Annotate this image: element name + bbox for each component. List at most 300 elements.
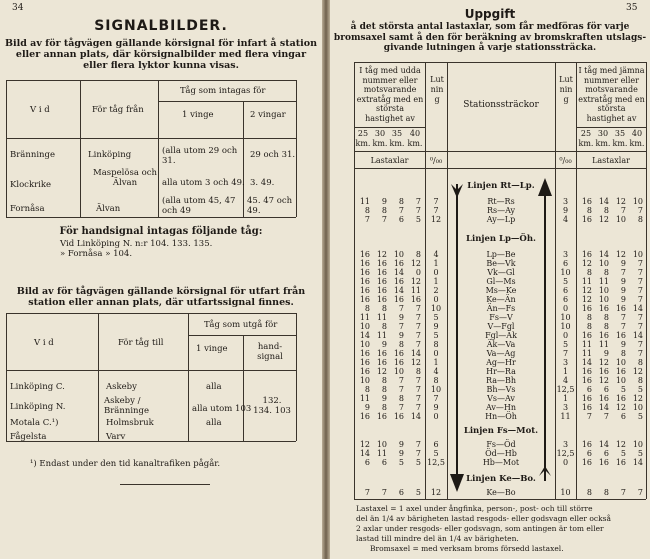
section-title: Linjen Rt—Lp. xyxy=(467,181,535,191)
odd-value: 5 xyxy=(415,215,421,224)
even-value: 16 xyxy=(581,403,592,412)
odd-value: 7 xyxy=(415,304,421,313)
odd-value: 7 xyxy=(415,385,421,394)
even-value: 12 xyxy=(615,440,626,449)
col-header-1vinge: 1 vinge xyxy=(196,344,228,354)
even-value: 10 xyxy=(598,286,609,295)
lutning-odd: 8 xyxy=(433,376,439,385)
station-segment: Gl—Ms xyxy=(486,277,516,286)
odd-value: 16 xyxy=(359,412,370,421)
intro-line: bromsaxel samt å den för beräkning av bromskraften utslags- xyxy=(333,32,647,43)
even-value: 8 xyxy=(637,376,643,385)
even-value: 5 xyxy=(637,412,643,421)
station-segment: Äk—Va xyxy=(486,340,516,349)
lutning-even: 4 xyxy=(562,376,569,385)
odd-value: 10 xyxy=(376,440,387,449)
even-value: 10 xyxy=(632,440,643,449)
lutning-even: 3 xyxy=(562,403,569,412)
odd-value: 5 xyxy=(415,458,421,467)
even-value: 7 xyxy=(637,286,643,295)
odd-value: 12 xyxy=(410,358,421,367)
station-segment: Ke—Bo xyxy=(486,488,516,497)
even-value: 16 xyxy=(615,304,626,313)
even-value: 11 xyxy=(581,277,592,286)
table-cell: 3. 49. xyxy=(250,178,275,188)
even-value: 8 xyxy=(637,358,643,367)
even-value: 16 xyxy=(598,304,609,313)
odd-value: 7 xyxy=(381,215,387,224)
footnote-line: del än 1/4 av bärigheten lastad resgods- eller godsvagn eller också xyxy=(356,514,611,523)
even-value: 16 xyxy=(581,440,592,449)
odd-value: 7 xyxy=(415,449,421,458)
lutning-odd: 7 xyxy=(433,394,439,403)
station-segment: Va—Ag xyxy=(486,349,516,358)
lutning-odd: 9 xyxy=(433,403,439,412)
odd-value: 5 xyxy=(398,458,404,467)
lutning-odd: 1 xyxy=(433,259,439,268)
odd-value: 14 xyxy=(410,412,421,421)
even-value: 12 xyxy=(615,250,626,259)
even-value: 7 xyxy=(620,206,626,215)
odd-value: 12 xyxy=(359,440,370,449)
even-value: 10 xyxy=(615,215,626,224)
even-value: 7 xyxy=(620,268,626,277)
lutning-odd: 10 xyxy=(430,385,442,394)
even-value: 16 xyxy=(615,331,626,340)
even-value: 16 xyxy=(598,331,609,340)
table-row: Linköping N. xyxy=(10,402,66,412)
odd-value: 16 xyxy=(393,259,404,268)
footnote-line: lastad till mindre del än 1/4 av bärigheten. xyxy=(356,534,519,543)
book-gutter xyxy=(322,0,330,559)
odd-value: 16 xyxy=(376,349,387,358)
odd-value: 7 xyxy=(415,394,421,403)
odd-value: 11 xyxy=(376,331,387,340)
lutning-odd: 5 xyxy=(433,449,439,458)
lutning-even: 6 xyxy=(562,259,569,268)
even-value: 7 xyxy=(637,295,643,304)
lutning-even: 10 xyxy=(560,322,571,331)
station-segment: Hr—Ra xyxy=(486,367,516,376)
station-segment: Be—Vk xyxy=(486,259,516,268)
station-segment: Bh—Vs xyxy=(486,385,516,394)
header-lastaxlar: Lastaxlar xyxy=(592,156,630,165)
even-value: 7 xyxy=(620,322,626,331)
odd-value: 7 xyxy=(415,206,421,215)
odd-value: 16 xyxy=(376,277,387,286)
station-segment: Än—Fs xyxy=(486,304,516,313)
even-value: 9 xyxy=(620,340,626,349)
even-value: 8 xyxy=(586,313,592,322)
odd-value: 11 xyxy=(359,313,370,322)
odd-value: 7 xyxy=(398,376,404,385)
station-segment: Ag—Hr xyxy=(486,358,516,367)
station-segment: Hb—Mot xyxy=(482,458,520,467)
even-value: 16 xyxy=(581,304,592,313)
lutning-even: 11 xyxy=(560,412,571,421)
intro-line: givande lutningen å varje stationssträcka. xyxy=(383,43,597,53)
speed-35: 35 km. xyxy=(389,129,405,148)
intro-infart xyxy=(4,38,318,71)
odd-value: 14 xyxy=(410,349,421,358)
lutning-odd: 0 xyxy=(433,349,439,358)
odd-value: 9 xyxy=(398,331,404,340)
lutning-even: 3 xyxy=(562,358,569,367)
header-lutning: Lutning xyxy=(430,75,444,104)
speed-30: 30 km. xyxy=(372,129,388,148)
table-row: Linköping C. xyxy=(10,382,65,392)
odd-value: 14 xyxy=(393,268,404,277)
odd-value: 6 xyxy=(364,458,370,467)
header-even: I tåg med jämna nummer eller motsvarande extratåg med en största hastighet av xyxy=(578,66,645,123)
even-value: 16 xyxy=(581,331,592,340)
odd-value: 8 xyxy=(398,197,404,206)
odd-value: 7 xyxy=(415,376,421,385)
odd-value: 7 xyxy=(364,488,370,497)
even-value: 10 xyxy=(632,403,643,412)
odd-value: 12 xyxy=(376,367,387,376)
odd-value: 8 xyxy=(381,322,387,331)
even-value: 12 xyxy=(598,358,609,367)
odd-value: 9 xyxy=(398,449,404,458)
odd-value: 8 xyxy=(381,376,387,385)
lutning-odd: 7 xyxy=(433,206,439,215)
even-value: 7 xyxy=(637,322,643,331)
even-value: 16 xyxy=(598,367,609,376)
footnote-line: Bromsaxel = med verksam broms försedd lastaxel. xyxy=(370,544,564,553)
even-value: 16 xyxy=(581,458,592,467)
even-value: 8 xyxy=(603,313,609,322)
odd-value: 8 xyxy=(415,250,421,259)
table-cell: 29 och 31. xyxy=(250,150,296,160)
even-value: 12 xyxy=(581,295,592,304)
even-value: 14 xyxy=(598,403,609,412)
footnote-line: Lastaxel = 1 axel under ångfinka, person-, post- och till större xyxy=(356,504,593,513)
odd-value: 9 xyxy=(381,340,387,349)
odd-value: 6 xyxy=(381,458,387,467)
header-odd: I tåg med udda nummer eller motsvarande extratåg med en största hastighet av xyxy=(356,66,424,123)
odd-value: 7 xyxy=(415,440,421,449)
odd-value: 10 xyxy=(359,340,370,349)
even-value: 10 xyxy=(598,295,609,304)
even-value: 8 xyxy=(586,322,592,331)
speed-30: 30 km. xyxy=(595,129,611,148)
intro-line: eller annan plats, där körsignalbilder med flera vingar xyxy=(15,49,307,60)
lutning-even: 10 xyxy=(560,268,571,277)
even-value: 7 xyxy=(637,349,643,358)
odd-value: 16 xyxy=(359,295,370,304)
odd-value: 7 xyxy=(381,488,387,497)
lutning-odd: 12 xyxy=(430,215,442,224)
even-value: 12 xyxy=(615,403,626,412)
table-row: Bränninge xyxy=(10,150,55,160)
even-value: 10 xyxy=(632,197,643,206)
table-cell: alla utom 103 xyxy=(192,404,252,414)
lutning-odd: 4 xyxy=(433,250,439,259)
even-value: 16 xyxy=(581,394,592,403)
lutning-even: 7 xyxy=(562,349,569,358)
odd-value: 6 xyxy=(398,488,404,497)
table-cell: alla xyxy=(206,382,222,392)
page-title-right: Uppgift xyxy=(464,7,516,21)
table-cell: alla xyxy=(206,418,222,428)
even-value: 16 xyxy=(598,458,609,467)
odd-value: 16 xyxy=(376,268,387,277)
even-value: 8 xyxy=(637,215,643,224)
station-segment: Ms—Ke xyxy=(485,286,517,295)
even-value: 6 xyxy=(586,449,592,458)
hand-line: Vid Linköping N. n:r 104. 133. 135. xyxy=(60,239,213,249)
odd-value: 9 xyxy=(364,403,370,412)
section-title: Linjen Fs—Mot. xyxy=(463,426,539,436)
table-row: Klockrike xyxy=(10,180,52,190)
table-cell: Linköping xyxy=(88,150,132,160)
lutning-even: 0 xyxy=(562,458,569,467)
col-header-1vinge: 1 vinge xyxy=(182,110,214,120)
station-segment: V—Fgl xyxy=(487,322,515,331)
even-value: 9 xyxy=(620,259,626,268)
even-value: 8 xyxy=(586,488,592,497)
intro-utfart xyxy=(4,286,318,308)
odd-value: 8 xyxy=(398,394,404,403)
table-row: Motala C.¹) xyxy=(10,418,59,428)
col-header-vid: V i d xyxy=(30,105,50,115)
odd-value: 16 xyxy=(359,349,370,358)
station-segment: Av—Hn xyxy=(485,403,517,412)
table-cell: (alla utom 45, 47 och 49 xyxy=(162,196,236,216)
even-value: 8 xyxy=(603,206,609,215)
lutning-even: 3 xyxy=(562,197,569,206)
odd-value: 8 xyxy=(381,206,387,215)
even-value: 7 xyxy=(637,268,643,277)
even-value: 7 xyxy=(637,488,643,497)
odd-value: 9 xyxy=(381,197,387,206)
header-permil: ⁰/₀₀ xyxy=(559,156,572,165)
odd-value: 9 xyxy=(398,440,404,449)
even-value: 16 xyxy=(615,394,626,403)
speed-35: 35 km. xyxy=(612,129,628,148)
odd-value: 7 xyxy=(398,322,404,331)
speed-25: 25 km. xyxy=(578,129,594,148)
station-segment: Rs—Ay xyxy=(486,206,516,215)
odd-value: 16 xyxy=(376,259,387,268)
table-cell: 132. 134. 103 xyxy=(253,396,291,416)
lutning-even: 6 xyxy=(562,295,569,304)
lutning-odd: 8 xyxy=(433,340,439,349)
odd-value: 16 xyxy=(359,358,370,367)
col-header-hand: hand-signal xyxy=(257,342,283,362)
station-segment: Ra—Bh xyxy=(485,376,516,385)
odd-value: 16 xyxy=(376,412,387,421)
even-value: 14 xyxy=(632,304,643,313)
even-value: 7 xyxy=(637,277,643,286)
even-value: 14 xyxy=(598,440,609,449)
even-value: 16 xyxy=(581,215,592,224)
hand-title: För handsignal intagas följande tåg: xyxy=(59,226,263,237)
lutning-even: 1 xyxy=(562,367,569,376)
lutning-odd: 0 xyxy=(433,295,439,304)
odd-value: 11 xyxy=(359,394,370,403)
even-value: 12 xyxy=(598,376,609,385)
odd-value: 8 xyxy=(381,304,387,313)
even-value: 14 xyxy=(632,331,643,340)
even-value: 7 xyxy=(620,313,626,322)
odd-value: 7 xyxy=(398,385,404,394)
table-cell: Varv xyxy=(106,432,126,442)
lutning-even: 9 xyxy=(562,206,569,215)
col-header-vid: V i d xyxy=(34,338,54,348)
odd-value: 7 xyxy=(415,313,421,322)
odd-value: 10 xyxy=(359,376,370,385)
lutning-odd: 10 xyxy=(430,304,442,313)
even-value: 16 xyxy=(615,367,626,376)
even-value: 8 xyxy=(603,322,609,331)
lutning-odd: 0 xyxy=(433,412,439,421)
lutning-even: 5 xyxy=(562,277,569,286)
lutning-odd: 9 xyxy=(433,322,439,331)
odd-value: 16 xyxy=(393,412,404,421)
even-value: 16 xyxy=(598,394,609,403)
speed-25: 25 km. xyxy=(355,129,371,148)
even-value: 14 xyxy=(581,358,592,367)
lutning-odd: 0 xyxy=(433,268,439,277)
station-segment: Fgl—Äk xyxy=(485,331,517,340)
table-cell: Älvan xyxy=(96,204,121,214)
even-value: 9 xyxy=(620,286,626,295)
intro-right xyxy=(332,22,648,54)
even-value: 11 xyxy=(581,349,592,358)
even-value: 11 xyxy=(598,340,609,349)
even-value: 10 xyxy=(632,250,643,259)
odd-value: 16 xyxy=(359,259,370,268)
station-segment: Vk—Gl xyxy=(487,268,515,277)
lutning-odd: 12 xyxy=(430,488,442,497)
odd-value: 7 xyxy=(415,331,421,340)
even-value: 5 xyxy=(637,385,643,394)
even-value: 11 xyxy=(581,340,592,349)
table-cell: 45. 47 och 49. xyxy=(247,196,293,216)
even-value: 16 xyxy=(615,458,626,467)
lutning-even: 0 xyxy=(562,331,569,340)
even-value: 9 xyxy=(620,277,626,286)
footnote: ¹) Endast under den tid kanaltrafiken pågår. xyxy=(30,459,221,469)
even-value: 5 xyxy=(620,449,626,458)
even-value: 16 xyxy=(581,197,592,206)
even-value: 5 xyxy=(620,385,626,394)
station-segment: Vs—Av xyxy=(487,394,515,403)
station-segment: Lp—Be xyxy=(486,250,516,259)
section-title: Linjen Ke—Bo. xyxy=(466,474,536,484)
lutning-odd: 4 xyxy=(433,367,439,376)
odd-value: 10 xyxy=(393,250,404,259)
col-header-2vingar: 2 vingar xyxy=(250,110,286,120)
odd-value: 16 xyxy=(359,277,370,286)
odd-value: 16 xyxy=(376,286,387,295)
col-header-to: För tåg till xyxy=(118,338,164,348)
odd-value: 16 xyxy=(359,286,370,295)
even-value: 7 xyxy=(620,488,626,497)
odd-value: 6 xyxy=(398,215,404,224)
even-value: 6 xyxy=(586,385,592,394)
even-value: 12 xyxy=(632,394,643,403)
odd-value: 8 xyxy=(415,367,421,376)
even-value: 7 xyxy=(637,313,643,322)
even-value: 7 xyxy=(637,206,643,215)
station-segment: Rt—Rs xyxy=(487,197,515,206)
lutning-odd: 1 xyxy=(433,277,439,286)
intro-line: station eller annan plats, där utfartssignal finnes. xyxy=(28,297,294,308)
page-number-right: 35 xyxy=(626,3,638,13)
even-value: 16 xyxy=(581,367,592,376)
col-header-group: Tåg som intagas för xyxy=(180,86,266,96)
section-title: Linjen Lp—Öh. xyxy=(466,234,536,244)
even-value: 9 xyxy=(603,349,609,358)
lutning-even: 10 xyxy=(560,313,571,322)
odd-value: 7 xyxy=(415,403,421,412)
table-cell: Holmsbruk xyxy=(106,418,154,428)
table-cell: Askeby xyxy=(106,382,137,392)
odd-value: 7 xyxy=(398,403,404,412)
odd-value: 16 xyxy=(376,358,387,367)
odd-value: 16 xyxy=(359,367,370,376)
header-stationer: Stationssträckor xyxy=(463,100,539,110)
station-segment: Hn—Öh xyxy=(485,412,517,421)
intro-line: Bild av för tågvägen gällande körsignal för infart å station xyxy=(4,38,318,49)
even-value: 12 xyxy=(615,197,626,206)
odd-value: 9 xyxy=(381,394,387,403)
lutning-even: 6 xyxy=(562,286,569,295)
odd-value: 14 xyxy=(359,331,370,340)
odd-value: 14 xyxy=(359,449,370,458)
odd-value: 7 xyxy=(364,215,370,224)
lutning-even: 5 xyxy=(562,340,569,349)
odd-value: 8 xyxy=(364,304,370,313)
even-value: 16 xyxy=(581,250,592,259)
odd-value: 8 xyxy=(381,403,387,412)
header-lastaxlar: Lastaxlar xyxy=(370,156,409,165)
lutning-odd: 1 xyxy=(433,358,439,367)
even-value: 10 xyxy=(615,358,626,367)
hand-line: » Fornåsa » 104. xyxy=(60,249,133,259)
even-value: 12 xyxy=(581,286,592,295)
intro-line: eller flera lyktor kunna visas. xyxy=(83,60,239,71)
page-title-left: SIGNALBILDER. xyxy=(94,18,228,34)
even-value: 12 xyxy=(598,215,609,224)
odd-value: 11 xyxy=(410,286,421,295)
lutning-even: 12,5 xyxy=(556,385,575,394)
intro-line: Bild av för tågvägen gällande körsignal för utfart från xyxy=(16,286,306,297)
lutning-odd: 5 xyxy=(433,313,439,322)
lutning-even: 0 xyxy=(562,304,569,313)
odd-value: 12 xyxy=(410,277,421,286)
even-value: 8 xyxy=(620,349,626,358)
lutning-odd: 6 xyxy=(433,440,439,449)
even-value: 16 xyxy=(581,376,592,385)
odd-value: 16 xyxy=(393,358,404,367)
odd-value: 10 xyxy=(359,322,370,331)
intro-line: å det största antal lastaxlar, som får medföras för varje xyxy=(350,22,630,32)
table-cell: (alla utom 29 och 31. xyxy=(162,146,238,166)
even-value: 7 xyxy=(586,412,592,421)
odd-value: 7 xyxy=(415,322,421,331)
odd-value: 7 xyxy=(398,304,404,313)
odd-value: 16 xyxy=(410,295,421,304)
lutning-even: 10 xyxy=(560,488,571,497)
even-value: 14 xyxy=(598,197,609,206)
even-value: 7 xyxy=(637,259,643,268)
footnote-line: 2 axlar under resgods- eller godsvagn, som antingen är tom eller xyxy=(356,524,604,533)
lutning-even: 3 xyxy=(562,440,569,449)
